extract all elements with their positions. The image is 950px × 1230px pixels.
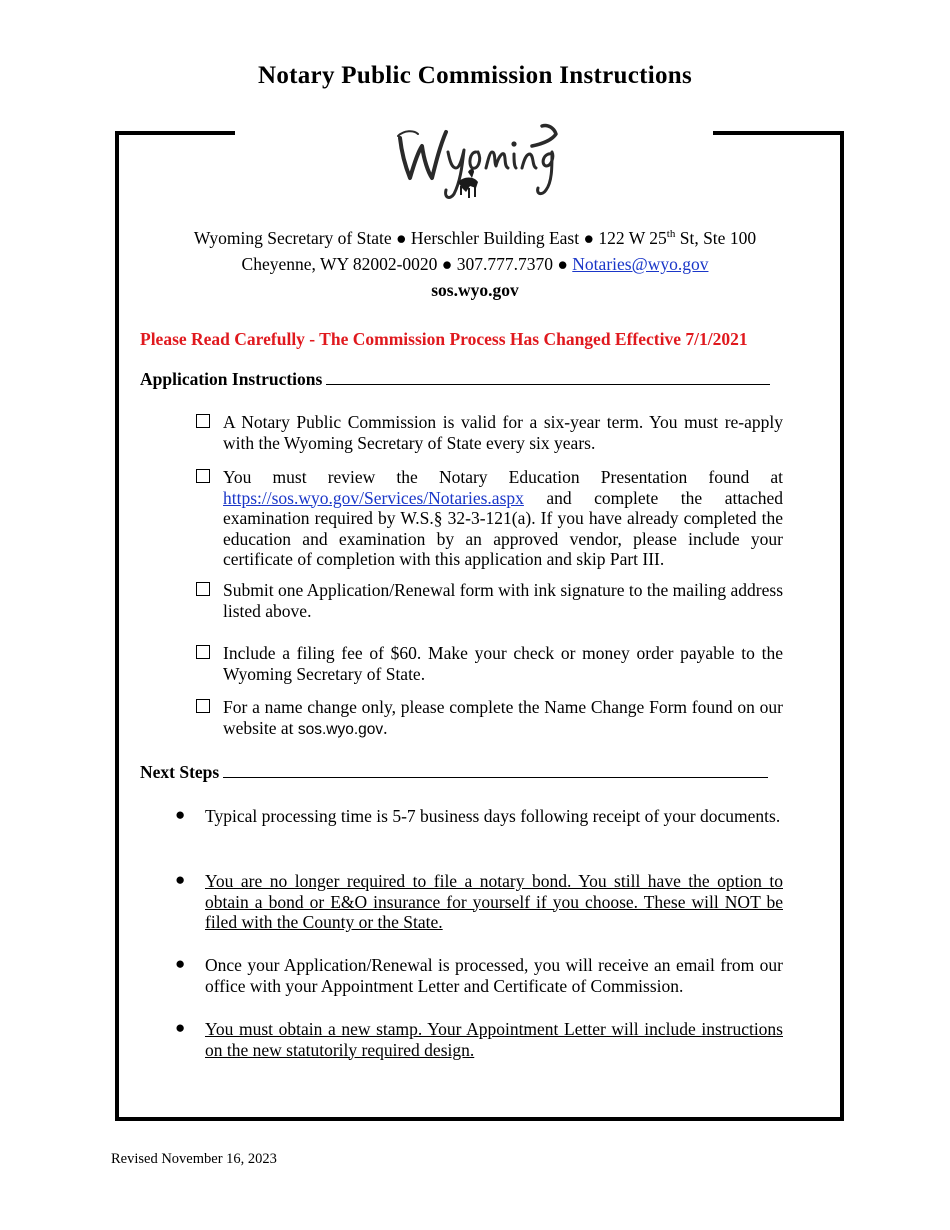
checkbox[interactable] [196,645,210,659]
website-label: sos.wyo.gov [431,280,519,300]
email-link[interactable]: Notaries@wyo.gov [572,254,709,274]
revised-date: Revised November 16, 2023 [111,1151,277,1167]
next-steps-heading: Next Steps [140,762,768,783]
bullet-icon: ● [175,954,186,973]
checklist-item: Include a filing fee of $60. Make your check or money order payable to the Wyoming Secretary of State. [196,643,783,684]
checklist-item: A Notary Public Commission is valid for a six-year term. You must re-apply with the Wyoming Secretary of State every six years. [196,412,783,453]
wyoming-logo [392,116,562,211]
change-alert: Please Read Carefully - The Commission Process Has Changed Effective 7/1/2021 [140,329,748,349]
address-line-2: Cheyenne, WY 82002-0020 ● 307.777.7370 ● Notaries@wyo.gov [241,254,709,274]
next-step-item: ● Typical processing time is 5-7 business days following receipt of your documents. [175,805,781,826]
checklist-item: You must review the Notary Education Presentation found at https://sos.wyo.gov/Services/Notaries.aspx and complete the attached examination required by W.S.§ 32-3-121(a). If you have already completed the education and examination by an approved vendor, please include your certificate of completion with this application and skip Part III. [196,467,783,570]
address-line-1: Wyoming Secretary of State ● Herschler Building East ● 122 W 25th St, Ste 100 [193,228,757,248]
bullet-icon: ● [175,1018,186,1037]
checkbox[interactable] [196,414,210,428]
checkbox[interactable] [196,582,210,596]
bullet-icon: ● [175,805,186,824]
frame-top-left-rule [115,131,235,135]
page-title: Notary Public Commission Instructions [257,62,693,89]
bullet-icon: ● [175,870,186,889]
next-step-item: ● Once your Application/Renewal is processed, you will receive an email from our office with your Appointment Letter and Certificate of Commission. [175,954,783,996]
checklist-item: Submit one Application/Renewal form with ink signature to the mailing address listed above. [196,580,783,621]
next-step-item: ● You must obtain a new stamp. Your Appointment Letter will include instructions on the new statutorily required design. [175,1018,783,1060]
notaries-link[interactable]: https://sos.wyo.gov/Services/Notaries.aspx [223,487,524,508]
application-heading: Application Instructions [140,369,770,390]
checklist-item: For a name change only, please complete the Name Change Form found on our website at sos.wyo.gov. [196,697,783,740]
next-step-item: ● You are no longer required to file a notary bond. You still have the option to obtain a bond or E&O insurance for yourself if you choose. These will NOT be filed with the County or the State. [175,870,783,932]
frame-top-right-rule [713,131,844,135]
checkbox[interactable] [196,699,210,713]
checkbox[interactable] [196,469,210,483]
